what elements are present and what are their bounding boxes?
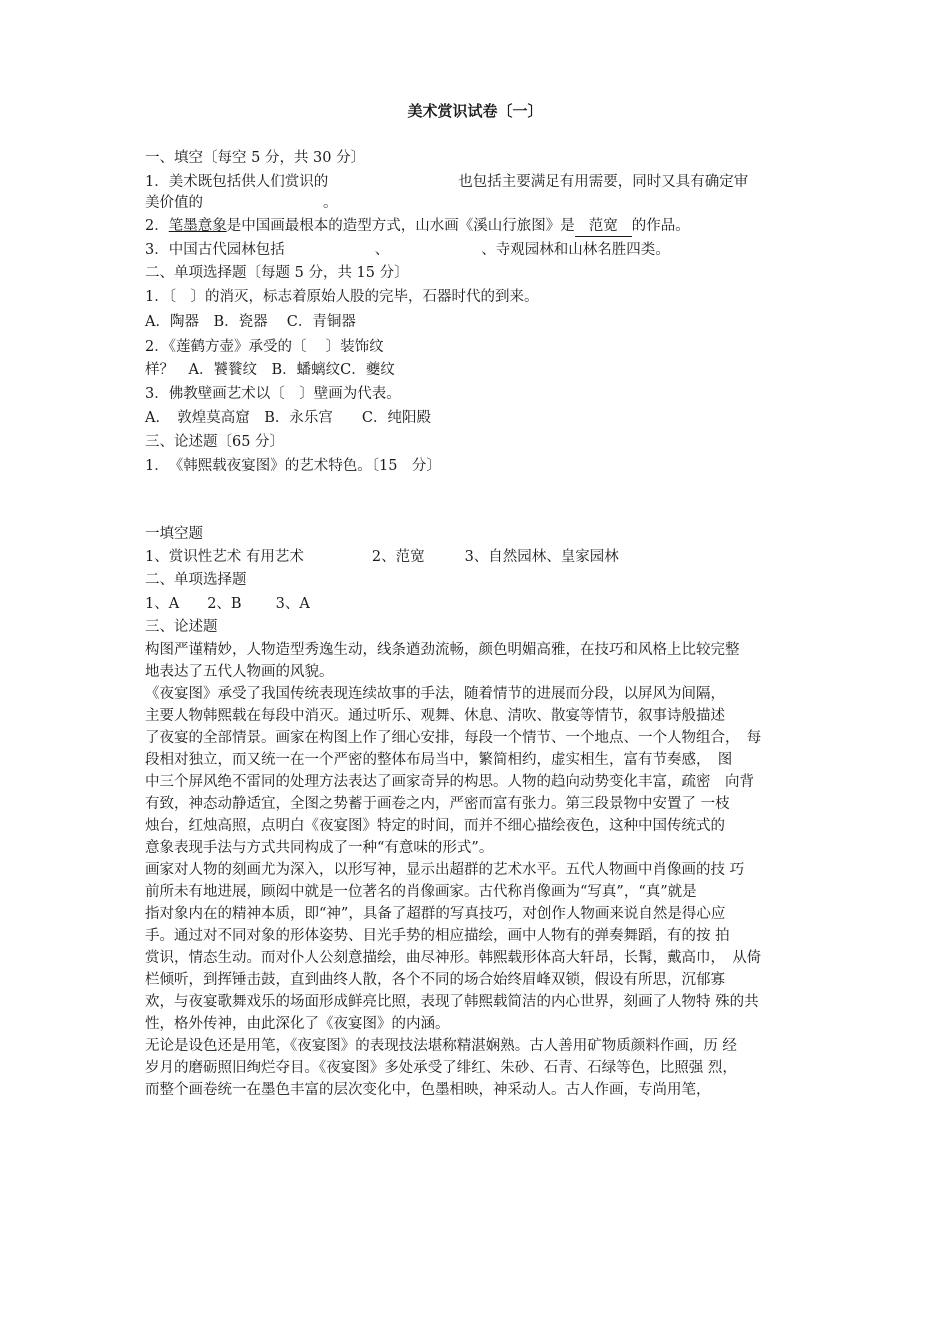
essay-line: 画家对人物的刻画尤为深入，以形写神，显示出超群的艺术水平。五代人物画中肖像画的技 巧	[145, 862, 745, 878]
question-2-text: 是中国画最根本的造型方式，山水画《溪山行旅图》是	[226, 218, 575, 234]
question-2	[145, 216, 690, 237]
page-title: 美术赏识试卷〔一〕	[407, 102, 543, 120]
essay-line: 前所未有地进展，顾闳中就是一位著名的肖像画家。古代称肖像画为“写真”，“真”就是	[145, 884, 697, 900]
mc-question-1: 1．〔 〕的消灭，标志着原始人股的完毕，石器时代的到来。	[145, 289, 539, 305]
essay-line: 段相对独立，而又统一在一个严密的整体布局当中，繁简相约，虚实相生，富有节奏感， 图	[145, 752, 733, 768]
question-2-term: 笔墨意象	[168, 218, 227, 234]
answer-fill-1: 1、赏识性艺术 有用艺术	[145, 549, 304, 565]
section-heading-multiple-choice: 二、单项选择题〔每题 5 分，共 15 分〕	[145, 265, 409, 281]
essay-line: 赏识，情态生动。而对仆人公刻意描绘，曲尽神形。韩熙载形体高大轩昂，长髯，戴高巾， 从倚	[145, 950, 762, 966]
mc-question-2-options: 样？ A．饕餮纹 B．蟠螭纹C．夔纹	[145, 362, 395, 378]
essay-line: 有致，神态动静适宜，全图之势蓄于画卷之内，严密而富有张力。第三段景物中安置了 一枝	[145, 796, 730, 812]
mc-question-3: 3．佛教壁画艺术以〔 〕壁画为代表。	[145, 386, 401, 402]
essay-line: 指对象内在的精神本质，即“神”，具备了超群的写真技巧，对创作人物画来说自然是得心应	[145, 906, 726, 922]
answer-fill-3: 3、自然园林、皇家园林	[464, 549, 619, 565]
mc-question-1-options: A．陶器 B．瓷器 C．青铜器	[145, 314, 356, 330]
essay-line: 无论是设色还是用笔，《夜宴图》的表现技法堪称精湛娴熟。古人善用矿物质颜料作画，历 经	[145, 1038, 737, 1054]
question-2-end: 的作品。	[631, 218, 690, 234]
question-3-part1: 3．中国古代园林包括	[145, 242, 285, 258]
question-1-period: 。	[323, 195, 338, 211]
section-heading-essay: 三、论述题〔65 分〕	[145, 434, 285, 450]
essay-line: 岁月的磨砺照旧绚烂夺目。《夜宴图》多处承受了绯红、朱砂、石青、石绿等色，比照强 烈，	[145, 1060, 737, 1076]
essay-line: 手。通过对不同对象的形体姿势、目光手势的相应描绘，画中人物有的弹奏舞蹈，有的按 拍	[145, 928, 730, 944]
question-3-separator: 、	[374, 242, 390, 258]
mc-question-2: 2．《莲鹤方壶》承受的〔 〕装饰纹	[145, 339, 384, 355]
question-3-part2: 、寺观园林和山林名胜四类。	[481, 242, 670, 258]
section-heading-fill-blank: 一、填空〔每空 5 分，共 30 分〕	[145, 150, 366, 166]
essay-line: 欢，与夜宴歌舞戏乐的场面形成鲜亮比照，表现了韩熙载简洁的内心世界，刻画了人物特 殊的共	[145, 994, 759, 1010]
question-1-line2-text: 美价值的	[145, 195, 203, 211]
question-2-answer: 范宽	[575, 216, 632, 237]
essay-line: 烛台，红烛高照，点明白《夜宴图》特定的时间，而并不细心描绘夜色，这种中国传统式的	[145, 818, 725, 834]
essay-question-1: 1． 《韩熙载夜宴图》的艺术特色。〔15 分〕	[145, 458, 441, 474]
essay-line: 意象表现手法与方式共同构成了一种“有意味的形式”。	[145, 840, 494, 856]
mc-question-3-options: A． 敦煌莫高窟 B．永乐宫 C．纯阳殿	[145, 410, 431, 426]
question-1-line2	[145, 193, 338, 213]
essay-line: 构图严谨精妙，人物造型秀逸生动，线条遒劲流畅，颜色明媚高雅，在技巧和风格上比较完整	[145, 642, 740, 658]
essay-line: 主要人物韩熙载在每段中消灭。通过听乐、观舞、休息、清吹、散宴等情节，叙事诗般描述	[145, 708, 725, 724]
answer-heading-essay: 三、论述题	[145, 619, 218, 635]
essay-line: 了夜宴的全部情景。画家在构图上作了细心安排，每段一个情节、一个地点、一个人物组合， 每	[145, 730, 762, 746]
question-2-number: 2．	[145, 218, 169, 234]
question-3	[145, 240, 670, 260]
question-1	[145, 172, 748, 192]
question-1-part1: 1．美术既包括供人们赏识的	[145, 174, 329, 190]
answer-fill-2: 2、范宽	[371, 549, 425, 565]
answer-mc-3: 3、A	[275, 596, 310, 612]
answer-mc-row	[145, 594, 310, 614]
answer-heading-multiple-choice: 二、单项选择题	[145, 572, 247, 588]
essay-line: 《夜宴图》承受了我国传统表现连续故事的手法，随着情节的进展而分段，以屏风为间隔，	[145, 686, 725, 702]
answer-fill-blank-row	[145, 547, 619, 567]
essay-line: 性，格外传神，由此深化了《夜宴图》的内涵。	[145, 1016, 450, 1032]
essay-line: 地表达了五代人物画的风貌。	[145, 664, 334, 680]
essay-line: 栏倾听，到挥锤击鼓，直到曲终人散，各个不同的场合始终眉峰双锁，假设有所思，沉郁寡	[145, 972, 725, 988]
essay-line: 中三个屏风绝不雷同的处理方法表达了画家奇异的构思。人物的趋向动势变化丰富，疏密 向背	[145, 774, 754, 790]
answer-mc-2: 2、B	[207, 596, 242, 612]
answer-heading-fill-blank: 一填空题	[145, 526, 203, 542]
essay-line: 而整个画卷统一在墨色丰富的层次变化中，色墨相映，神采动人。古人作画，专尚用笔，	[145, 1082, 711, 1098]
question-1-part2: 也包括主要满足有用需要，同时又具有确定审	[458, 174, 749, 190]
answer-mc-1: 1、A	[145, 596, 180, 612]
